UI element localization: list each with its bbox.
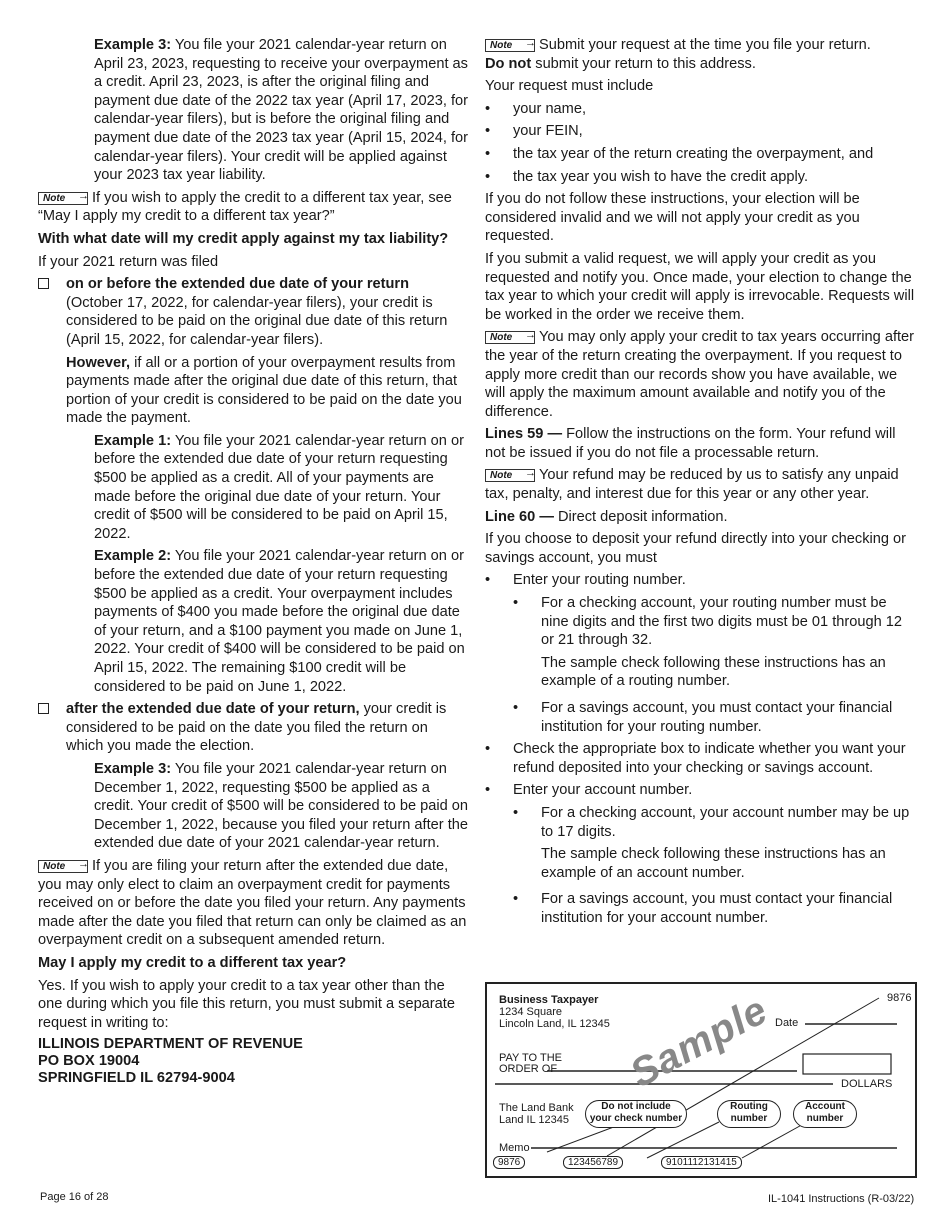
form-id: IL-1041 Instructions (R-03/22)	[768, 1193, 915, 1205]
must-include: Your request must include	[485, 78, 654, 95]
micr-check-number: 9876	[493, 1156, 525, 1169]
return-filed-intro: If your 2021 return was filed	[38, 253, 219, 270]
note-icon: Note →	[485, 331, 535, 344]
line-59: Lines 59 — Follow the instructions on the form. Your refund will not be issued if you do not file a processable return.	[485, 426, 896, 461]
option-after-extended: after the extended due date of your return, your credit is considered to be paid on the date you filed the return on which you made the election. Example 3: You file your 2021 calendar-year return on December 1, 2022, requesting $500 be applied as a credit. Your credit of $500 will be considered to be paid on December 1, 2022, because you filed your return after the extended due date of your 2021 calendar-year return.	[38, 700, 468, 857]
sample-check	[485, 982, 917, 1178]
dollars-label: DOLLARS	[841, 1078, 893, 1090]
list-item: • For a savings account, you must contact your financial institution for your routing number.	[513, 700, 893, 735]
bank-name: The Land Bank	[499, 1102, 574, 1114]
list-item: • For a checking account, your routing number must be nine digits and the first two digits must be 01 through 12 or 21 through 32. The sample check following these instructions has an example of a routing number.	[513, 595, 903, 690]
valid-paragraph: If you submit a valid request, we will apply your credit as you requested and notify you. Once made, your election to change the tax year to which your credit will apply is irrevocable. Requests will be worked in the order we receive them.	[485, 250, 915, 323]
checkbox-icon	[38, 703, 49, 714]
list-item: • For a savings account, you must contact your financial institution for your account number.	[513, 891, 893, 926]
memo-label: Memo	[499, 1142, 530, 1154]
note-credit-different-year: Note → If you wish to apply the credit to a different tax year, see “May I apply my credit to a different tax year?”	[38, 189, 468, 226]
sample-watermark: Sample	[623, 987, 775, 1097]
question-different-year: May I apply my credit to a different tax year?	[38, 954, 347, 971]
question-credit-date: With what date will my credit apply against my tax liability?	[38, 230, 449, 247]
note-icon: Note →	[485, 39, 535, 52]
pay-to-label: PAY TO THE	[499, 1052, 562, 1064]
example-1: Example 1: You file your 2021 calendar-year return on or before the extended due date of your return requesting $500 be applied as a credit. All of your payments are made before the original due date of your return. Your credit of $500 will be considered to be paid on April 15, 2022.	[94, 432, 464, 542]
bank-address: Land IL 12345	[499, 1114, 569, 1126]
note-icon: Note →	[485, 469, 535, 482]
example-3a: Example 3: You file your 2021 calendar-year return on April 23, 2023, requesting to receive your overpayment as a credit. April 23, 2023, is after the original filing and payment due date of the 2022 tax year (April 17, 2023, for calendar-year filers), but is before the original filing and payment due date of the 2023 tax year (April 15, 2024, for calendar-year filers). Your credit will be applied against your 2023 tax year liability.	[94, 37, 469, 184]
mailing-address: ILLINOIS DEPARTMENT OF REVENUE PO BOX 19004 SPRINGFIELD IL 62794-9004	[38, 1036, 303, 1087]
option-on-or-before: on or before the extended due date of your return (October 17, 2022, for calendar-year filers), your credit is considered to be paid on the original due date of this return (April 15, 2022, for calendar-year filers). However, if all or a portion of your overpayment results from payments made after the original due date of this return, that portion of your credit is considered to be paid on the date you made the payment. Example 1: You file your 2021 calendar-year return on or before the extended due date of your return requesting $500 be applied as a credit. All of your payments are made before the original due date of your return. Your credit of $500 will be considered to be paid on April 15, 2022. Example 2: You file your 2021 calendar-year return on or before the extended due date of your return requesting $500 be applied as a credit. Your overpayment includes payments of $400 you made before the original due date of your return, and a $100 payment you made on June 1, 2022. Your credit of $400 will be considered to be paid on April 15, 2022. The remaining $100 credit will be considered to be paid on June 1, 2022.	[38, 275, 468, 700]
list-item: • the tax year of the return creating the overpayment, and	[485, 145, 874, 162]
right-column	[485, 36, 917, 932]
example-2: Example 2: You file your 2021 calendar-year return on or before the extended due date of your return requesting $500 be applied as a credit. Your overpayment includes payments of $400 you made before the original due date of your return, and a $100 payment you made on June 1, 2022. Your credit of $400 will be considered to be paid on April 15, 2022. The remaining $100 credit will be considered to be paid on June 1, 2022.	[94, 548, 465, 695]
note-refund-reduced: Note → Your refund may be reduced by us to satisfy any unpaid tax, penalty, and interest due for this year or any other year.	[485, 466, 917, 503]
page-number: Page 16 of 28	[40, 1191, 109, 1203]
note-submit-request: Note → Submit your request at the time you file your return. Do not submit your return to this address.	[485, 36, 917, 73]
check-number: 9876	[887, 992, 912, 1004]
left-column	[38, 36, 468, 1087]
line-60: Line 60 — Direct deposit information.	[485, 508, 728, 525]
list-item: • your name,	[485, 100, 587, 117]
list-item: • For a checking account, your account number may be up to 17 digits. The sample check following these instructions has an example of an account number.	[513, 804, 910, 881]
note-tax-years: Note → You may only apply your credit to tax years occurring after the year of the return creating the overpayment. If you request to apply more credit than our records show you have available, we will apply the maximum amount available and notify you of the difference.	[485, 328, 917, 421]
invalid-paragraph: If you do not follow these instructions, your election will be considered invalid and we will not apply your credit as you requested.	[485, 191, 860, 245]
direct-deposit-intro: If you choose to deposit your refund directly into your checking or savings account, you must	[485, 531, 907, 566]
callout-account-number: Account number	[793, 1100, 857, 1128]
payer-name: Business Taxpayer	[499, 994, 599, 1006]
micr-routing-number: 123456789	[563, 1156, 623, 1169]
callout-routing-number: Routing number	[717, 1100, 781, 1128]
note-icon: Note →	[38, 860, 88, 873]
example-3b: Example 3: You file your 2021 calendar-year return on December 1, 2022, requesting $500 be applied as a credit. Your credit of $500 will be considered to be paid on December 1, 2022, because you filed your return after the extended due date of your 2021 calendar-year return.	[94, 760, 469, 852]
micr-account-number: 9101112131415	[661, 1156, 742, 1169]
list-item: • Enter your routing number.	[485, 572, 686, 589]
callout-check-number: Do not include your check number	[585, 1100, 687, 1128]
payer-address: 1234 Square	[499, 1006, 562, 1018]
date-label: Date	[775, 1017, 799, 1029]
checkbox-icon	[38, 278, 49, 289]
list-item: • the tax year you wish to have the credit apply.	[485, 168, 809, 185]
note-extended-due-date: Note → If you are filing your return after the extended due date, you may only elect to claim an overpayment credit for payments received on or before the date you filed your return. Any payments made after the date you filed that return can only be claimed as an overpayment credit on a subsequent amended return.	[38, 857, 468, 950]
payer-city: Lincoln Land, IL 12345	[499, 1018, 610, 1030]
order-of-label: ORDER OF	[499, 1063, 558, 1075]
yes-paragraph: Yes. If you wish to apply your credit to a tax year other than the one during which you file this return, you must submit a separate request in writing to:	[38, 977, 455, 1031]
list-item: • Enter your account number.	[485, 782, 693, 799]
note-icon: Note →	[38, 192, 88, 205]
list-item: • your FEIN,	[485, 123, 583, 140]
list-item: • Check the appropriate box to indicate whether you want your refund deposited into your checking or savings account.	[485, 741, 906, 776]
